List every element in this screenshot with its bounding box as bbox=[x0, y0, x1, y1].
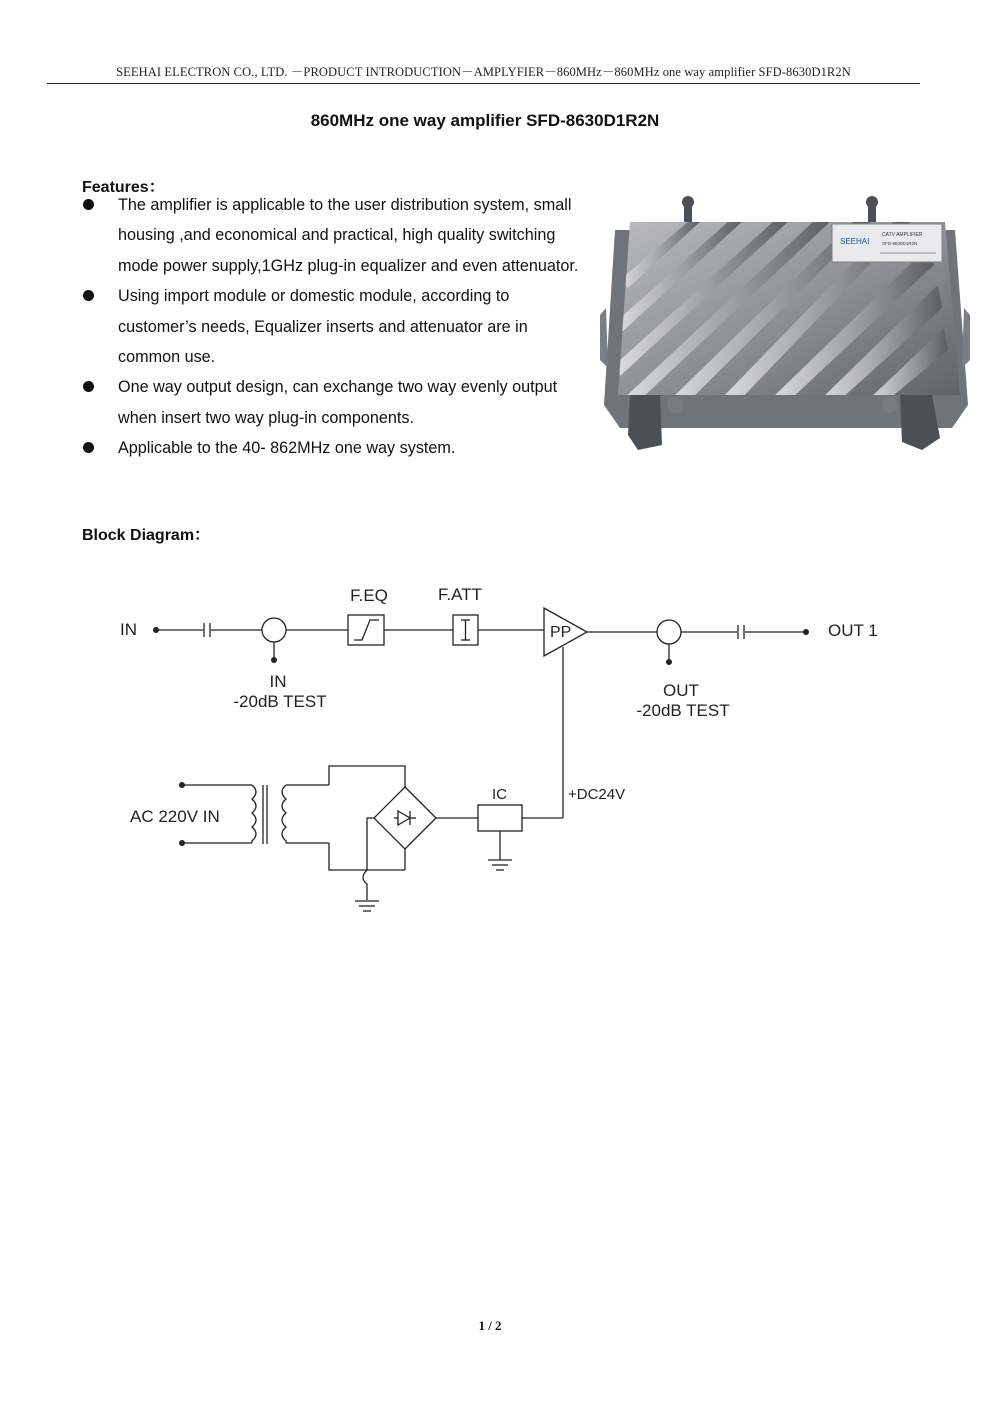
transformer-secondary bbox=[282, 785, 286, 843]
output-terminal bbox=[803, 629, 809, 635]
label-out-test-2: -20dB TEST bbox=[636, 701, 730, 720]
svg-text:CATV AMPLIFIER: CATV AMPLIFIER bbox=[882, 232, 923, 238]
features-list bbox=[82, 190, 582, 464]
feature-item: Using import module or domestic module, according to customer’s needs, Equalizer inserts and attenuator are in common use. bbox=[82, 281, 582, 372]
feature-item: One way output design, can exchange two way evenly output when insert two way plug-in components. bbox=[82, 372, 582, 433]
label-pp: PP bbox=[550, 624, 572, 641]
svg-text:SFD-8630D1R2N: SFD-8630D1R2N bbox=[882, 241, 918, 246]
input-terminal bbox=[153, 627, 159, 633]
ac-terminal bbox=[179, 840, 185, 846]
running-header: SEEHAI ELECTRON CO., LTD. －PRODUCT INTRODUCTION－AMPLYFIER－860MHz－860MHz one way amplifier SFD-8630D1R2N bbox=[116, 65, 851, 79]
ground-icon bbox=[355, 901, 379, 911]
features-heading: Features： bbox=[82, 179, 165, 196]
input-capacitor bbox=[204, 623, 210, 637]
bridge-rectifier bbox=[374, 787, 436, 849]
label-feq: F.EQ bbox=[350, 586, 388, 605]
ac-terminal bbox=[179, 782, 185, 788]
label-out1: OUT 1 bbox=[828, 621, 878, 640]
output-test-point bbox=[666, 659, 672, 665]
feature-item: Applicable to the 40- 862MHz one way system. bbox=[82, 433, 582, 463]
page-number: 1 / 2 bbox=[478, 1318, 502, 1333]
transformer-primary bbox=[252, 785, 256, 843]
block-diagram bbox=[0, 560, 1000, 940]
label-ac-in: AC 220V IN bbox=[130, 807, 220, 826]
output-test-coupler bbox=[657, 620, 681, 644]
feature-item: The amplifier is applicable to the user distribution system, small housing ,and economical and practical, high quality switching mode power supply,1GHz plug-in equalizer and even attenuator. bbox=[82, 190, 582, 281]
output-capacitor bbox=[738, 625, 744, 639]
bullet-icon bbox=[83, 199, 94, 210]
bullet-icon bbox=[83, 381, 94, 392]
page-title: 860MHz one way amplifier SFD-8630D1R2N bbox=[310, 111, 660, 130]
label-dc: +DC24V bbox=[568, 786, 626, 803]
rectifier-ground-wire bbox=[363, 870, 367, 900]
ground-icon bbox=[488, 860, 512, 870]
bullet-icon bbox=[83, 442, 94, 453]
bullet-icon bbox=[83, 290, 94, 301]
svg-text:SEEHAI: SEEHAI bbox=[840, 237, 870, 246]
label-in: IN bbox=[120, 620, 137, 639]
label-fatt: F.ATT bbox=[437, 585, 483, 604]
ic-regulator bbox=[478, 805, 522, 831]
label-out-test-1: OUT bbox=[663, 681, 699, 700]
label-in-test-1: IN bbox=[269, 672, 287, 691]
product-photo bbox=[600, 190, 970, 455]
label-in-test-2: -20dB TEST bbox=[233, 692, 327, 711]
input-test-coupler bbox=[262, 618, 286, 642]
header-rule bbox=[47, 83, 920, 84]
input-test-point bbox=[271, 657, 277, 663]
attenuator-block bbox=[453, 615, 478, 645]
equalizer-block bbox=[348, 615, 384, 645]
block-diagram-heading: Block Diagram： bbox=[82, 527, 211, 544]
product-label-plate bbox=[832, 224, 942, 262]
label-ic: IC bbox=[492, 786, 507, 803]
